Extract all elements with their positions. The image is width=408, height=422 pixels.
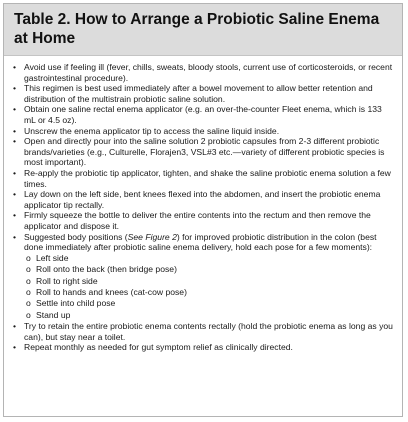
table-panel bbox=[3, 3, 403, 417]
position-label: Roll onto the back (then bridge pose) bbox=[36, 264, 177, 275]
bullet-icon: • bbox=[13, 210, 17, 221]
circle-bullet-icon: o bbox=[26, 286, 31, 297]
circle-bullet-icon: o bbox=[26, 264, 31, 275]
list-item bbox=[12, 321, 394, 342]
list-item-text: Re-apply the probiotic tip applicator, tighten, and shake the saline probiotic enema solution a few times. bbox=[24, 167, 391, 189]
positions-list bbox=[24, 253, 394, 321]
position-label: Roll to right side bbox=[36, 275, 98, 286]
position-label: Stand up bbox=[36, 309, 71, 320]
position-label: Left side bbox=[36, 252, 69, 263]
list-item-text: Firmly squeeze the bottle to deliver the entire contents into the rectum and then remove the applicator and dispose it. bbox=[24, 210, 371, 231]
table-title: Table 2. How to Arrange a Probiotic Saline Enema at Home bbox=[14, 11, 380, 47]
bullet-icon: • bbox=[13, 136, 17, 147]
list-item-text: Lay down on the left side, bent knees flexed into the abdomen, and insert the probiotic enema applicator tip rectally. bbox=[24, 189, 381, 210]
list-item bbox=[12, 83, 394, 104]
position-item bbox=[26, 264, 394, 275]
circle-bullet-icon: o bbox=[26, 298, 31, 309]
list-item-text: Obtain one saline rectal enema applicator (e.g. an over-the-counter Fleet enema, which is 133 mL or 4.5 oz). bbox=[24, 104, 382, 125]
list-item-text: This regimen is best used immediately after a bowel movement to allow better retention and distribution of the multistrain probiotic saline solution. bbox=[24, 83, 373, 104]
list-item-text-start: Suggested body positions ( bbox=[24, 231, 128, 242]
bullet-icon: • bbox=[13, 167, 17, 178]
list-item-text: Unscrew the enema applicator tip to access the saline liquid inside. bbox=[24, 125, 280, 136]
list-item bbox=[12, 210, 394, 231]
list-item-positions bbox=[12, 232, 394, 322]
list-item-text: Open and directly pour into the saline solution 2 probiotic capsules from 2-3 different probiotic brands/varieties (e.g., Culturelle, Florajen3, VSL#3 etc.—variety of different probiotic species is most important). bbox=[24, 136, 385, 168]
position-item bbox=[26, 276, 394, 287]
list-item bbox=[12, 168, 394, 189]
bullet-icon: • bbox=[13, 321, 17, 332]
list-item bbox=[12, 126, 394, 137]
bullet-icon: • bbox=[13, 104, 17, 115]
list-item bbox=[12, 189, 394, 210]
list-item-text bbox=[24, 232, 377, 253]
figure-reference: See Figure 2 bbox=[127, 231, 177, 242]
list-item bbox=[12, 62, 394, 83]
circle-bullet-icon: o bbox=[26, 309, 31, 320]
list-item bbox=[12, 104, 394, 125]
circle-bullet-icon: o bbox=[26, 252, 31, 263]
table-body bbox=[4, 56, 402, 353]
bullet-icon: • bbox=[13, 62, 17, 72]
list-item-text: Try to retain the entire probiotic enema contents rectally (hold the probiotic enema as long as you can), but stay near a toilet. bbox=[24, 321, 393, 342]
instruction-list bbox=[12, 62, 394, 353]
position-label: Settle into child pose bbox=[36, 298, 116, 309]
table-header bbox=[4, 4, 402, 56]
position-item bbox=[26, 253, 394, 264]
list-item-text: Repeat monthly as needed for gut symptom relief as clinically directed. bbox=[24, 342, 293, 353]
bullet-icon: • bbox=[13, 189, 17, 200]
list-item-text: Avoid use if feeling ill (fever, chills, sweats, bloody stools, current use of corticosteroids, or recent gastrointestinal procedure). bbox=[24, 62, 393, 83]
position-item bbox=[26, 287, 394, 298]
bullet-icon: • bbox=[13, 125, 17, 136]
list-item bbox=[12, 342, 394, 353]
circle-bullet-icon: o bbox=[26, 275, 31, 286]
list-item bbox=[12, 136, 394, 168]
list-item-text-end: ) for improved probiotic distribution in the colon (best done immediately after probiotic saline enema delivery, hold each pose for a few moments): bbox=[24, 231, 377, 253]
bullet-icon: • bbox=[13, 342, 17, 353]
position-item bbox=[26, 298, 394, 309]
bullet-icon: • bbox=[13, 231, 17, 242]
bullet-icon: • bbox=[13, 83, 17, 94]
position-item bbox=[26, 310, 394, 321]
position-label: Roll to hands and knees (cat-cow pose) bbox=[36, 286, 187, 297]
